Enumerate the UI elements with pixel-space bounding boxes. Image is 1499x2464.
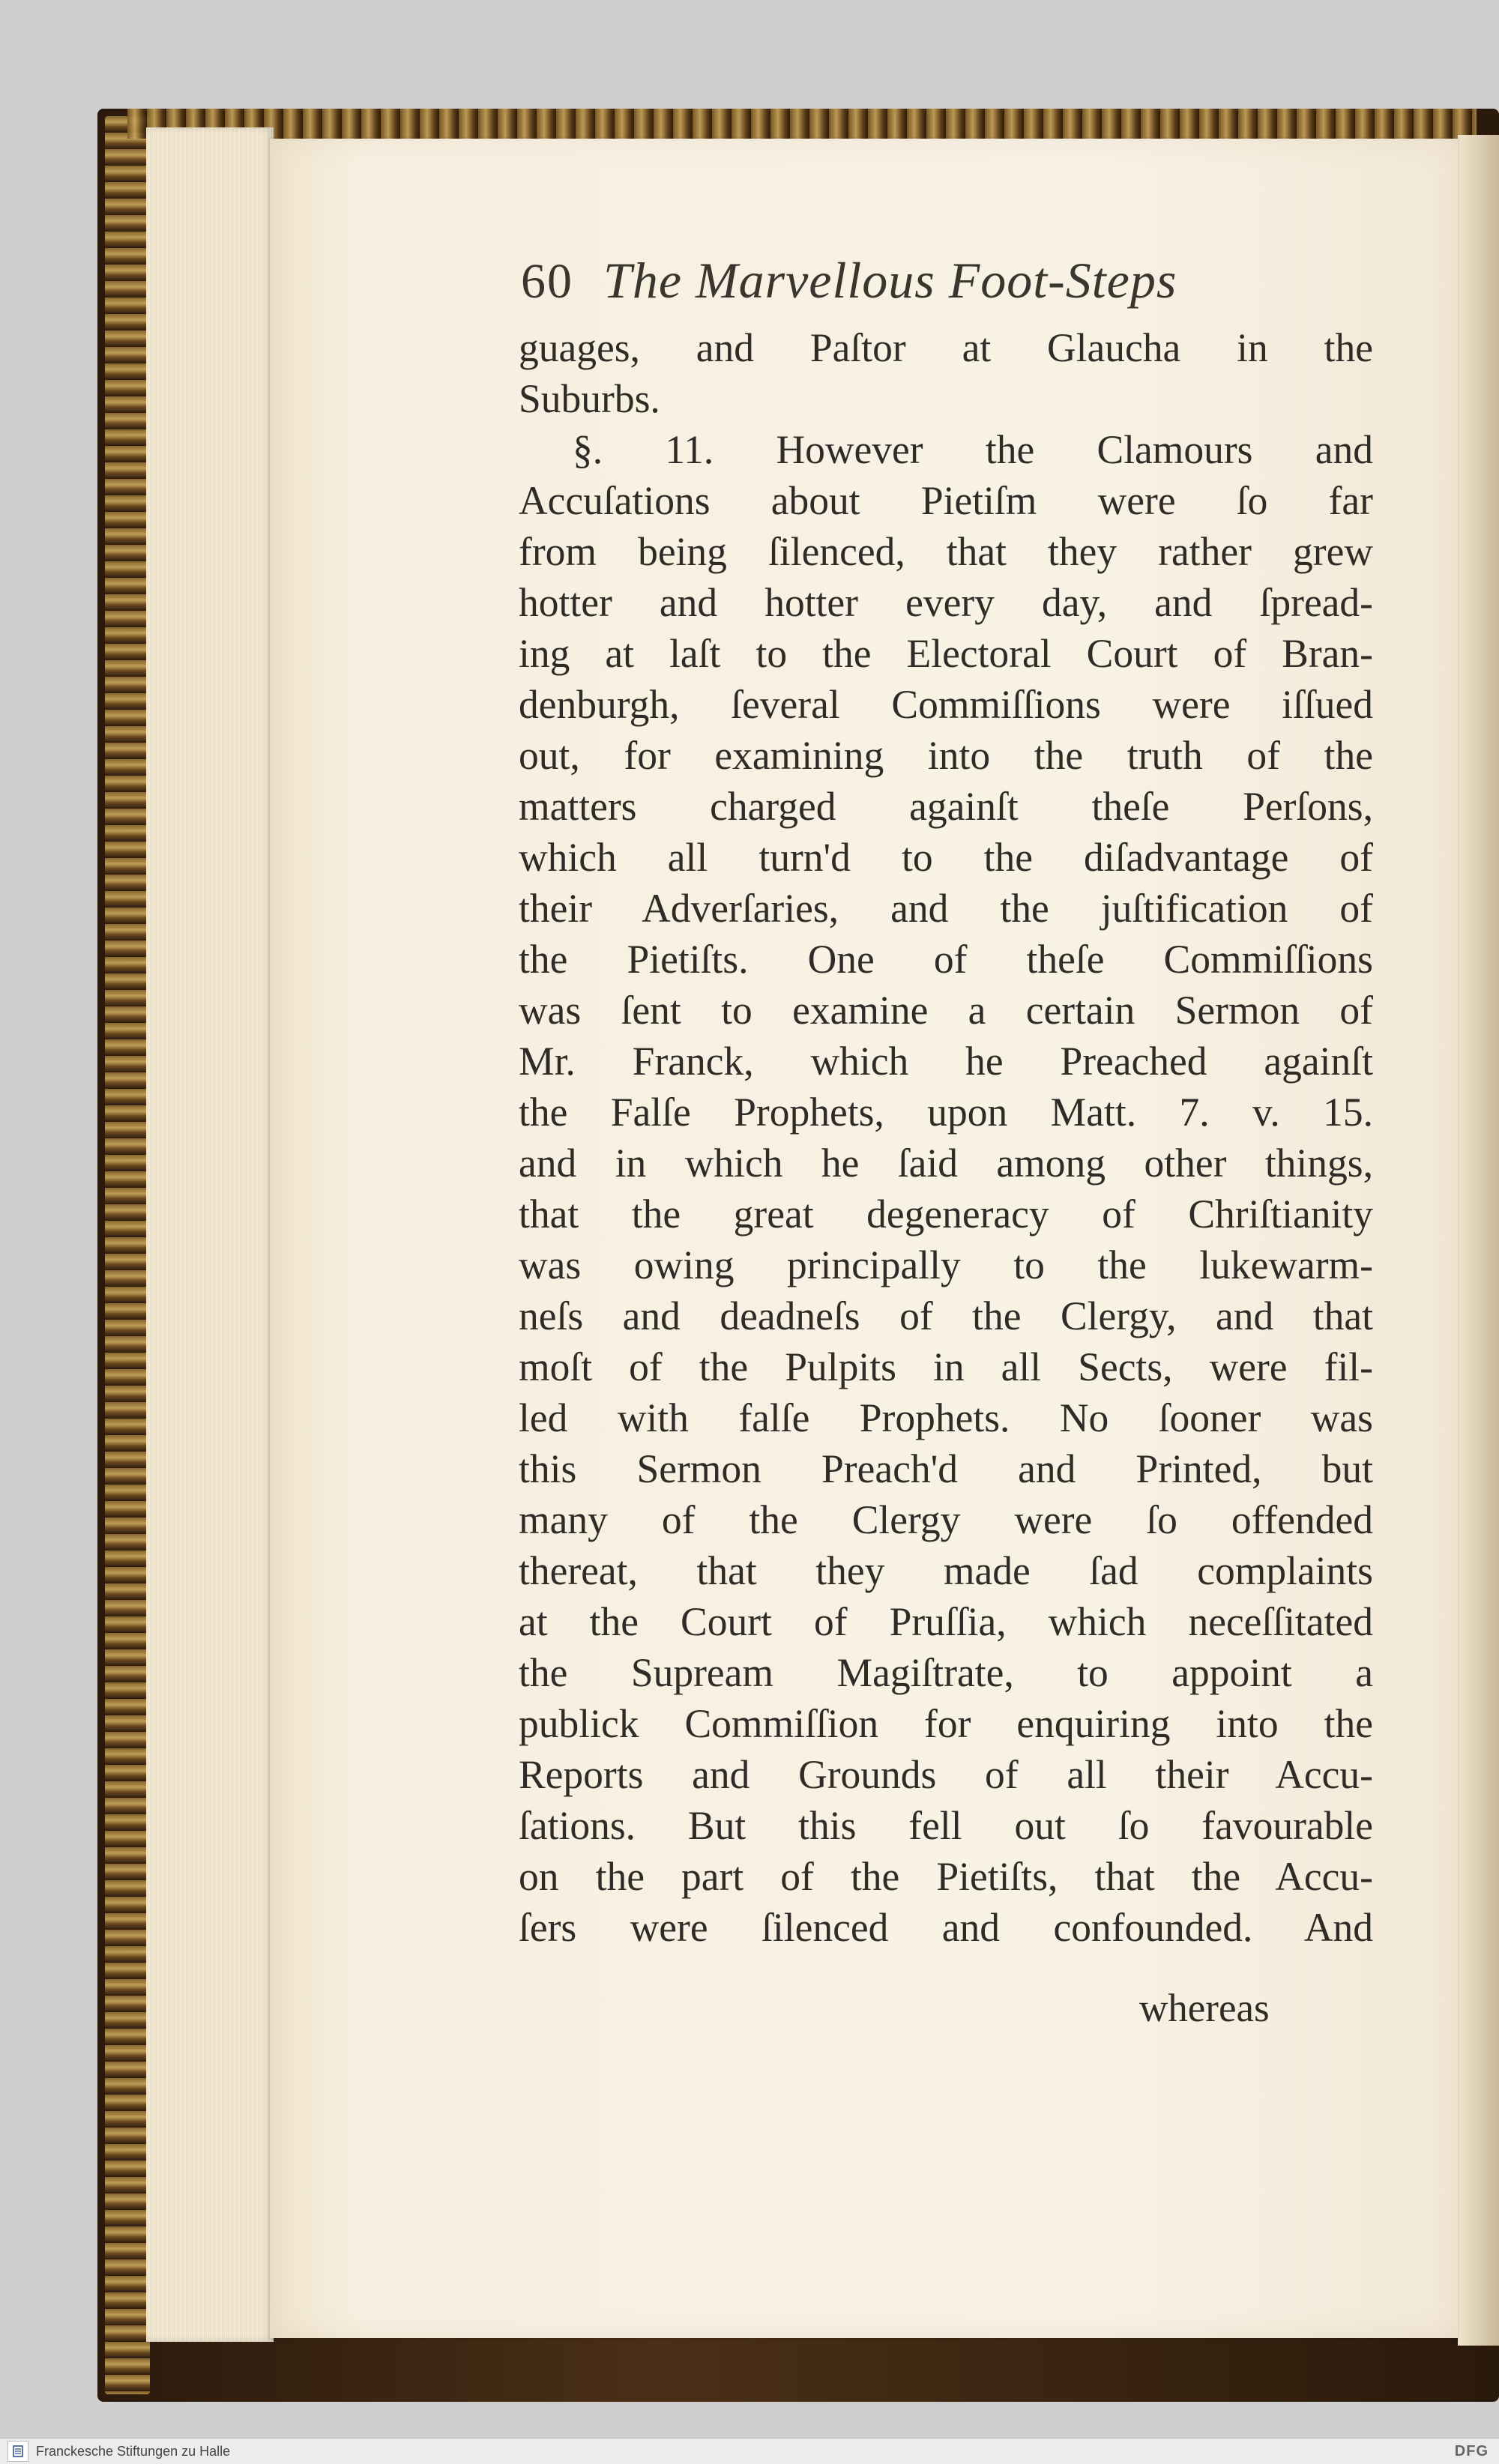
text-line: guages, and Paſtor at Glaucha in the — [519, 325, 1373, 370]
gilt-tooled-border — [105, 116, 150, 2394]
text-line: which all turn'd to the diſadvantage of — [519, 835, 1373, 880]
text-line: the Supream Magiſtrate, to appoint a — [519, 1650, 1373, 1695]
page-edges — [146, 127, 274, 2342]
text-line: ſations. But this fell out ſo favourable — [519, 1803, 1373, 1848]
page-number: 60 — [521, 254, 573, 309]
text-line: from being ſilenced, that they rather grew — [519, 529, 1373, 574]
text-line: ing at laſt to the Electoral Court of Bran- — [519, 631, 1373, 676]
text-line: matters charged againſt theſe Perſons, — [519, 784, 1373, 829]
gilt-top-edge — [127, 109, 1477, 139]
text-line: out, for examining into the truth of the — [519, 733, 1373, 778]
footer-institution — [0, 2441, 230, 2462]
running-title: The Marvellous Foot-Steps — [603, 252, 1177, 309]
text-line: led with falſe Prophets. No ſooner was — [519, 1395, 1373, 1440]
text-line: their Adverſaries, and the juſtification of — [519, 886, 1373, 931]
viewer-footer — [0, 2438, 1499, 2464]
text-line: that the great degeneracy of Chriſtianity — [519, 1192, 1373, 1236]
text-line: on the part of the Pietiſts, that the Accu- — [519, 1854, 1373, 1899]
text-line: this Sermon Preach'd and Printed, but — [519, 1446, 1373, 1491]
text-line: and in which he ſaid among other things, — [519, 1141, 1373, 1186]
text-line: was ſent to examine a certain Sermon of — [519, 988, 1373, 1033]
text-line: denburgh, ſeveral Commiſſions were iſſued — [519, 682, 1373, 727]
text-line: at the Court of Pruſſia, which neceſſitated — [519, 1599, 1373, 1644]
text-line: thereat, that they made ſad complaints — [519, 1548, 1373, 1593]
institution-logo-icon — [7, 2441, 28, 2462]
text-line: publick Commiſſion for enquiring into the — [519, 1701, 1373, 1746]
institution-name: Franckesche Stiftungen zu Halle — [36, 2443, 231, 2459]
facing-page-edge — [1458, 135, 1499, 2346]
text-line: Mr. Franck, which he Preached againſt — [519, 1039, 1373, 1084]
text-line: the Falſe Prophets, upon Matt. 7. v. 15. — [519, 1090, 1373, 1135]
body-text — [519, 322, 1373, 1953]
text-line: Suburbs. — [519, 376, 660, 421]
funder-logo: DFG — [1454, 2442, 1489, 2460]
text-line: §. 11. However the Clamours and — [573, 427, 1373, 472]
text-line: ſers were ſilenced and confounded. And — [519, 1905, 1373, 1950]
text-line: hotter and hotter every day, and ſpread- — [519, 580, 1373, 625]
text-line: was owing principally to the lukewarm- — [519, 1242, 1373, 1287]
text-line: Accuſations about Pietiſm were ſo far — [519, 478, 1373, 523]
catchword: whereas — [1139, 1987, 1270, 2030]
text-line: the Pietiſts. One of theſe Commiſſions — [519, 937, 1373, 982]
running-head — [521, 251, 1345, 326]
text-line: neſs and deadneſs of the Clergy, and that — [519, 1293, 1373, 1338]
text-line: moſt of the Pulpits in all Sects, were fil- — [519, 1344, 1373, 1389]
text-line: many of the Clergy were ſo offended — [519, 1497, 1373, 1542]
text-line: Reports and Grounds of all their Accu- — [519, 1752, 1373, 1797]
